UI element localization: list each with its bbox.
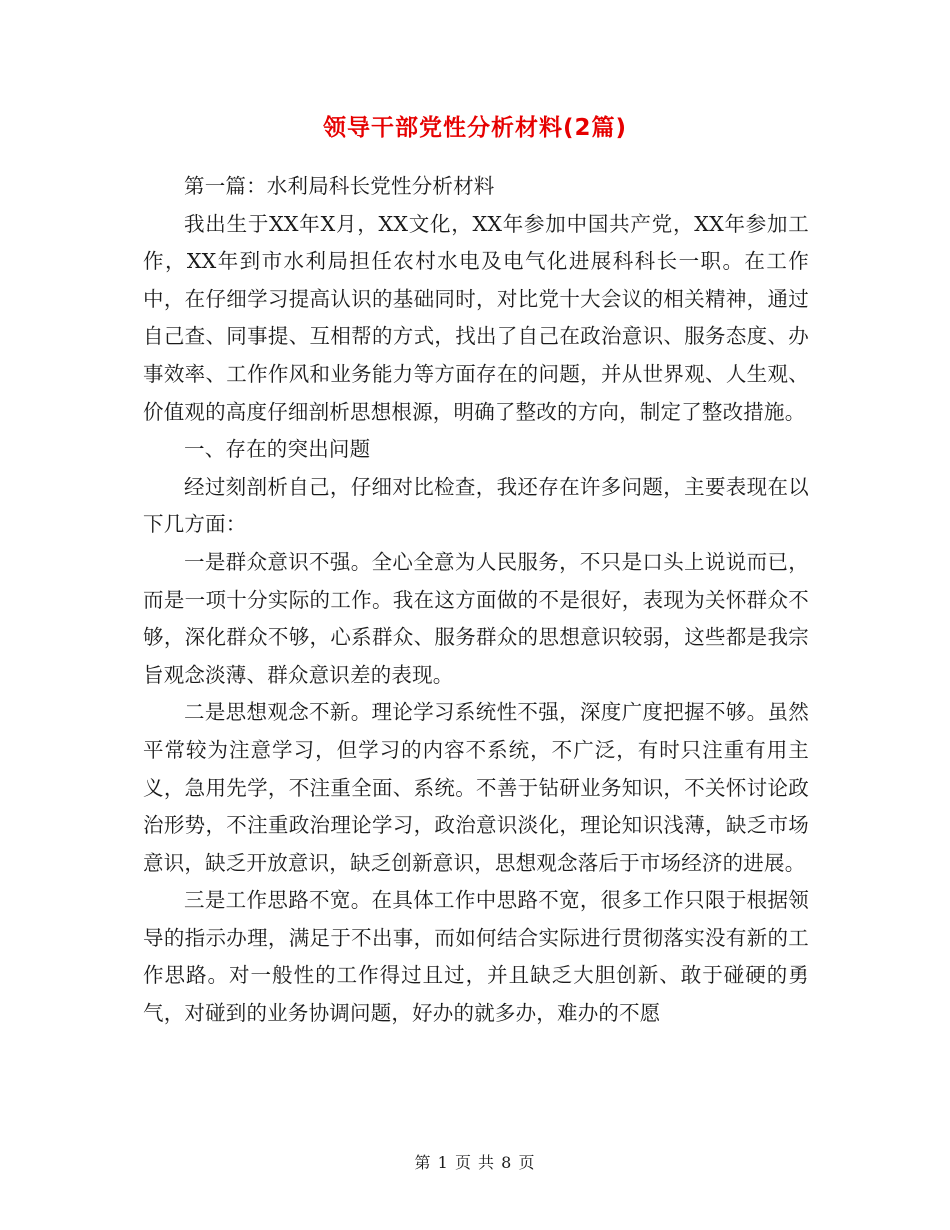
paragraph-problems-summary: 经过刻剖析自己，仔细对比检查，我还存在许多问题，主要表现在以下几方面： [143, 474, 809, 537]
document-body [143, 168, 809, 1033]
footer-total-pages: 8 [501, 1153, 513, 1172]
paragraph-section-heading: 第一篇：水利局科长党性分析材料 [184, 174, 495, 198]
page-footer [0, 1152, 950, 1174]
paragraph-point-one: 一是群众意识不强。全心全意为人民服务，不只是口头上说说而已，而是一项十分实际的工作。我在这方面做的不是很好，表现为关怀群众不够，深化群众不够，心系群众、服务群众的思想意识较弱，这些都是我宗旨观念淡薄、群众意识差的表现。 [143, 549, 809, 687]
footer-page-word: 页 [454, 1153, 472, 1172]
paragraph-point-three: 三是工作思路不宽。在具体工作中思路不宽，很多工作只限于根据领导的指示办理，满足于不出事，而如何结合实际进行贯彻落实没有新的工作思路。对一般性的工作得过且过，并且缺乏大胆创新、敢于碰硬的勇气，对碰到的业务协调问题，好办的就多办，难办的不愿 [143, 888, 809, 1026]
paragraph-heading-problems: 一、存在的突出问题 [184, 437, 371, 462]
footer-suffix: 页 [518, 1153, 536, 1172]
paragraph-point-two: 二是思想观念不新。理论学习系统性不强，深度广度把握不够。虽然平常较为注意学习，但学习的内容不系统，不广泛，有时只注重有用主义，急用先学，不注重全面、系统。不善于钻研业务知识，不关怀讨论政治形势，不注重政治理论学习，政治意识淡化，理论知识浅薄，缺乏市场意识，缺乏开放意识，缺乏创新意识，思想观念落后于市场经济的进展。 [143, 700, 809, 875]
paragraph-intro: 我出生于XX年X月，XX文化，XX年参加中国共产党，XX年参加工作，XX年到市水利局担任农村水电及电气化进展科科长一职。在工作中，在仔细学习提高认识的基础同时，对比党十大会议的相关精神，通过自己查、同事提、互相帮的方式，找出了自己在政治意识、服务态度、办事效率、工作作风和业务能力等方面存在的问题，并从世界观、人生观、价值观的高度仔细剖析思想根源，明确了整改的方向，制定了整改措施。 [143, 211, 809, 424]
footer-total-word: 共 [478, 1153, 496, 1172]
footer-prefix: 第 [414, 1153, 432, 1172]
footer-current-page: 1 [437, 1153, 449, 1172]
document-title: 领导干部党性分析材料(2篇) [322, 115, 628, 141]
